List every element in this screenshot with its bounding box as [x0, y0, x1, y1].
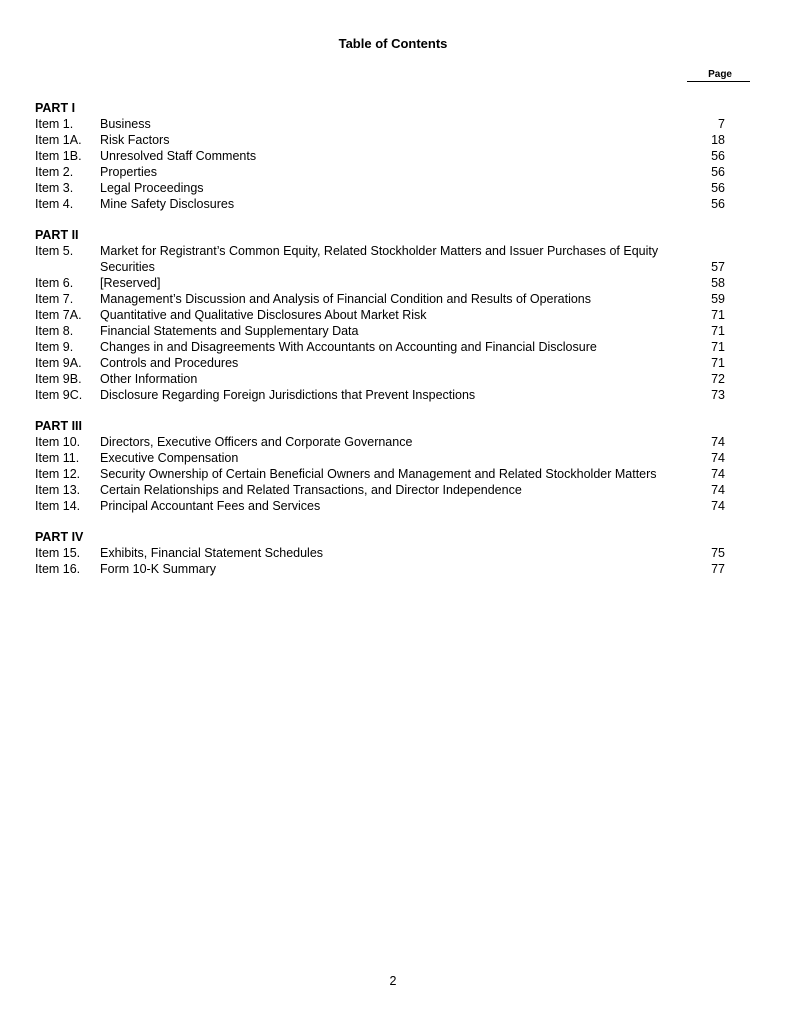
item-number: Item 16.	[35, 562, 81, 576]
item-description[interactable]: Form 10-K Summary	[100, 562, 216, 576]
item-page: 73	[711, 388, 725, 402]
item-description[interactable]: Principal Accountant Fees and Services	[100, 499, 321, 513]
item-description[interactable]: Quantitative and Qualitative Disclosures About Market Risk	[100, 308, 427, 322]
toc-row[interactable]	[35, 148, 735, 164]
item-page: 58	[711, 276, 725, 290]
table-of-contents	[35, 100, 735, 592]
item-description[interactable]: Disclosure Regarding Foreign Jurisdictions that Prevent Inspections	[100, 388, 476, 402]
item-number: Item 5.	[35, 244, 74, 258]
item-description[interactable]: Changes in and Disagreements With Accountants on Accounting and Financial Disclosure	[100, 340, 597, 354]
toc-row[interactable]	[35, 132, 735, 148]
toc-row[interactable]	[35, 243, 735, 275]
item-number: Item 1A.	[35, 133, 82, 147]
page-column-header: Page	[687, 69, 750, 82]
item-page: 71	[711, 356, 725, 370]
part-title: PART II	[35, 228, 79, 242]
toc-row[interactable]	[35, 164, 735, 180]
item-number: Item 1B.	[35, 149, 82, 163]
toc-row[interactable]	[35, 339, 735, 355]
toc-row[interactable]	[35, 307, 735, 323]
item-number: Item 14.	[35, 499, 81, 513]
toc-part	[35, 100, 735, 212]
page-title: Table of Contents	[338, 36, 448, 51]
item-page: 77	[711, 562, 725, 576]
part-title: PART IV	[35, 530, 84, 544]
item-description[interactable]: Unresolved Staff Comments	[100, 149, 257, 163]
item-page: 74	[711, 467, 725, 481]
item-page: 56	[711, 149, 725, 163]
item-description[interactable]: Certain Relationships and Related Transactions, and Director Independence	[100, 483, 522, 497]
toc-row[interactable]	[35, 434, 735, 450]
item-number: Item 4.	[35, 197, 74, 211]
toc-row[interactable]	[35, 323, 735, 339]
item-description[interactable]: [Reserved]	[100, 276, 161, 290]
item-description[interactable]: Controls and Procedures	[100, 356, 239, 370]
item-description[interactable]: Exhibits, Financial Statement Schedules	[100, 546, 324, 560]
item-page: 75	[711, 546, 725, 560]
item-page: 7	[718, 117, 725, 131]
toc-row[interactable]	[35, 371, 735, 387]
item-number: Item 6.	[35, 276, 74, 290]
item-page: 59	[711, 292, 725, 306]
item-number: Item 10.	[35, 435, 81, 449]
part-title: PART III	[35, 419, 82, 433]
item-number: Item 3.	[35, 181, 74, 195]
toc-row[interactable]	[35, 116, 735, 132]
item-number: Item 12.	[35, 467, 81, 481]
item-description[interactable]: Mine Safety Disclosures	[100, 197, 235, 211]
item-number: Item 9C.	[35, 388, 83, 402]
item-description[interactable]: Executive Compensation	[100, 451, 239, 465]
item-page: 74	[711, 451, 725, 465]
item-page: 56	[711, 165, 725, 179]
toc-row[interactable]	[35, 545, 735, 561]
item-page: 72	[711, 372, 725, 386]
toc-row[interactable]	[35, 482, 735, 498]
item-description[interactable]: Security Ownership of Certain Beneficial Owners and Management and Related Stockholder Matters	[100, 467, 657, 481]
item-page: 74	[711, 499, 725, 513]
item-page: 71	[711, 340, 725, 354]
toc-row[interactable]	[35, 291, 735, 307]
item-page: 74	[711, 435, 725, 449]
item-number: Item 1.	[35, 117, 74, 131]
item-description[interactable]: Management’s Discussion and Analysis of Financial Condition and Results of Operations	[100, 292, 592, 306]
item-description[interactable]: Properties	[100, 165, 157, 179]
item-number: Item 13.	[35, 483, 81, 497]
item-page: 74	[711, 483, 725, 497]
page-number: 2	[389, 974, 397, 988]
item-number: Item 9B.	[35, 372, 82, 386]
toc-part	[35, 418, 735, 514]
toc-row[interactable]	[35, 466, 735, 482]
item-description[interactable]: Legal Proceedings	[100, 181, 204, 195]
item-page: 18	[711, 133, 725, 147]
item-description[interactable]: Risk Factors	[100, 133, 170, 147]
item-description[interactable]: Market for Registrant’s Common Equity, Related Stockholder Matters and Issuer Purchases of Equity Securities	[100, 244, 659, 274]
toc-row[interactable]	[35, 450, 735, 466]
item-description[interactable]: Business	[100, 117, 151, 131]
item-number: Item 11.	[35, 451, 80, 465]
item-number: Item 9A.	[35, 356, 82, 370]
toc-row[interactable]	[35, 196, 735, 212]
item-page: 56	[711, 197, 725, 211]
item-number: Item 15.	[35, 546, 81, 560]
item-number: Item 2.	[35, 165, 74, 179]
toc-part	[35, 529, 735, 577]
toc-row[interactable]	[35, 561, 735, 577]
item-description[interactable]: Directors, Executive Officers and Corporate Governance	[100, 435, 413, 449]
item-description[interactable]: Financial Statements and Supplementary Data	[100, 324, 359, 338]
toc-row[interactable]	[35, 180, 735, 196]
toc-row[interactable]	[35, 355, 735, 371]
item-number: Item 7.	[35, 292, 74, 306]
item-number: Item 7A.	[35, 308, 82, 322]
toc-part	[35, 227, 735, 403]
item-page: 71	[711, 308, 725, 322]
item-page: 56	[711, 181, 725, 195]
part-title: PART I	[35, 101, 76, 115]
toc-row[interactable]	[35, 275, 735, 291]
toc-row[interactable]	[35, 387, 735, 403]
item-page: 57	[711, 260, 725, 274]
item-description[interactable]: Other Information	[100, 372, 198, 386]
item-page: 71	[711, 324, 725, 338]
item-number: Item 8.	[35, 324, 74, 338]
item-number: Item 9.	[35, 340, 74, 354]
toc-row[interactable]	[35, 498, 735, 514]
